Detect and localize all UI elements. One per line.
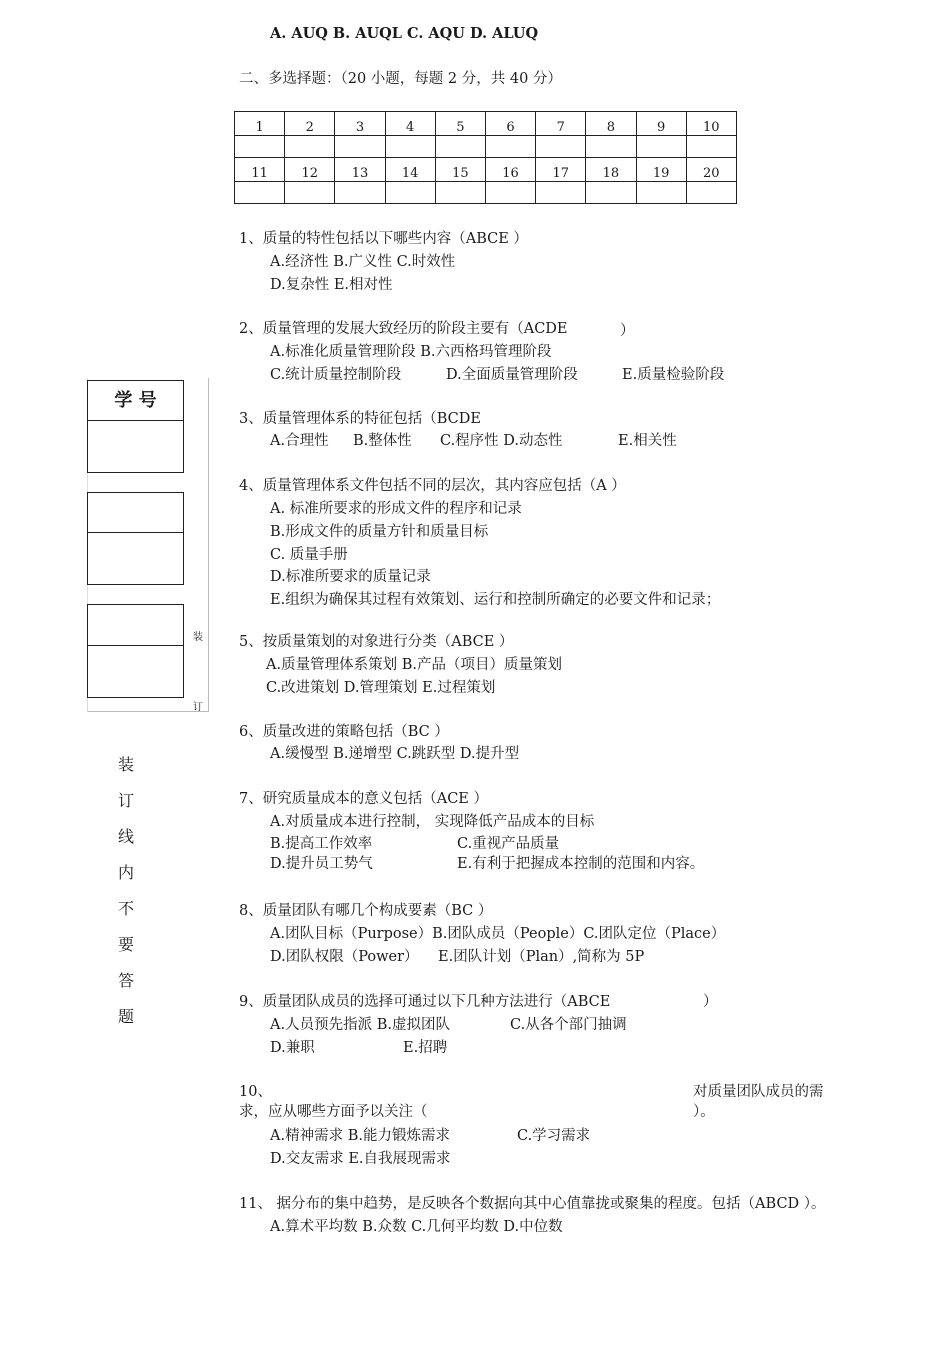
question-7-option-e: E.有利于把握成本控制的范围和内容。 — [457, 856, 705, 872]
answer-cell[interactable] — [536, 136, 586, 158]
question-4-option-a: A. 标准所要求的形成文件的程序和记录 — [270, 501, 522, 517]
info-box-1 — [87, 492, 184, 585]
question-5-options: A.质量管理体系策划 B.产品（项目）质量策划 — [266, 657, 562, 673]
grid-number: 17 — [536, 158, 586, 182]
question-4-option-e: E.组织为确保其过程有效策划、运行和控制所确定的必要文件和记录； — [270, 592, 721, 608]
question-1-options: D.复杂性 E.相对性 — [270, 277, 393, 293]
grid-number: 8 — [586, 112, 636, 136]
binding-notice-char: 不 — [118, 899, 135, 918]
question-9-close: ） — [703, 994, 718, 1010]
question-1-stem: 1、质量的特性包括以下哪些内容（ABCE ） — [239, 231, 528, 247]
question-2-option-e: E.质量检验阶段 — [622, 367, 725, 383]
question-10-close: ）。 — [693, 1104, 715, 1120]
question-4-option-b: B.形成文件的质量方针和质量目标 — [270, 524, 489, 540]
answer-cell[interactable] — [485, 182, 535, 204]
answer-cell[interactable] — [686, 136, 736, 158]
binding-notice-char: 订 — [118, 791, 135, 810]
answer-cell[interactable] — [435, 182, 485, 204]
binding-notice-char: 要 — [118, 935, 135, 954]
answer-grid-row-1 — [235, 112, 737, 136]
grid-number: 18 — [586, 158, 636, 182]
question-11-stem: 11、 据分布的集中趋势，是反映各个数据向其中心值靠拢或聚集的程度。包括（ABCD ）。 — [239, 1196, 826, 1212]
question-8-option-d: D.团队权限（Power） — [270, 949, 419, 965]
answer-cell[interactable] — [335, 136, 385, 158]
grid-number: 15 — [435, 158, 485, 182]
grid-number: 14 — [385, 158, 435, 182]
answer-cell[interactable] — [636, 182, 686, 204]
grid-number: 7 — [536, 112, 586, 136]
question-8-option-e: E.团队计划（Plan）,简称为 5P — [438, 949, 645, 965]
binding-notice-char: 题 — [118, 1007, 135, 1026]
answer-cell[interactable] — [335, 182, 385, 204]
answer-cell[interactable] — [485, 136, 535, 158]
question-6-stem: 6、质量改进的策略包括（BC ） — [239, 724, 449, 740]
grid-number: 3 — [335, 112, 385, 136]
answer-cell[interactable] — [586, 182, 636, 204]
grid-number: 11 — [235, 158, 285, 182]
question-10-number: 10、 — [239, 1084, 272, 1100]
answer-cell[interactable] — [536, 182, 586, 204]
question-7-stem: 7、研究质量成本的意义包括（ACE ） — [239, 791, 488, 807]
answer-grid — [234, 111, 737, 204]
info-box-2-field[interactable] — [88, 646, 183, 696]
grid-number: 16 — [485, 158, 535, 182]
answer-grid-blank-row-2 — [235, 182, 737, 204]
section-title: 二、多选择题：（20 小题，每题 2 分，共 40 分） — [239, 71, 562, 87]
question-4-option-c: C. 质量手册 — [270, 547, 348, 563]
question-3-option-cd: C.程序性 D.动态性 — [440, 433, 563, 449]
question-5-stem: 5、按质量策划的对象进行分类（ABCE ） — [239, 634, 514, 650]
answer-cell[interactable] — [235, 136, 285, 158]
info-box-2-label-area — [88, 605, 183, 646]
answer-cell[interactable] — [586, 136, 636, 158]
question-4-option-d: D.标准所要求的质量记录 — [270, 569, 431, 585]
question-3-option-e: E.相关性 — [618, 433, 677, 449]
grid-number: 20 — [686, 158, 736, 182]
question-7-option-c: C.重视产品质量 — [457, 836, 560, 852]
answer-cell[interactable] — [686, 182, 736, 204]
binding-notice-char: 答 — [118, 971, 135, 990]
grid-number: 5 — [435, 112, 485, 136]
question-7-option-d: D.提升员工势气 — [270, 856, 373, 872]
question-11-options: A.算术平均数 B.众数 C.几何平均数 D.中位数 — [270, 1219, 563, 1235]
question-10-options-de: D.交友需求 E.自我展现需求 — [270, 1151, 451, 1167]
question-2-option-c: C.统计质量控制阶段 — [270, 367, 402, 383]
grid-number: 9 — [636, 112, 686, 136]
question-9-stem: 9、质量团队成员的选择可通过以下几种方法进行（ABCE — [239, 994, 611, 1010]
question-1-options: A.经济性 B.广义性 C.时效性 — [270, 254, 456, 270]
binding-notice-char: 装 — [118, 755, 135, 774]
binding-side-mark-2: 订 — [193, 702, 203, 713]
question-6-options: A.缓慢型 B.递增型 C.跳跃型 D.提升型 — [270, 746, 520, 762]
grid-number: 6 — [485, 112, 535, 136]
question-10-stem-right: 对质量团队成员的需 — [693, 1084, 824, 1100]
binding-side-mark-1: 装 — [193, 632, 203, 643]
answer-cell[interactable] — [636, 136, 686, 158]
question-2-stem: 2、质量管理的发展大致经历的阶段主要有（ACDE — [239, 321, 568, 337]
info-box-1-field[interactable] — [88, 533, 183, 583]
top-options-line: A. AUQ B. AUQL C. AQU D. ALUQ — [270, 25, 539, 42]
question-4-stem: 4、质量管理体系文件包括不同的层次，其内容应包括（A ） — [239, 478, 626, 494]
grid-number: 13 — [335, 158, 385, 182]
question-9-option-e: E.招聘 — [403, 1040, 448, 1056]
question-8-stem: 8、质量团队有哪几个构成要素（BC ） — [239, 903, 493, 919]
question-2-option-d: D.全面质量管理阶段 — [446, 367, 578, 383]
answer-cell[interactable] — [285, 136, 335, 158]
question-3-stem: 3、质量管理体系的特征包括（BCDE — [239, 411, 481, 427]
grid-number: 19 — [636, 158, 686, 182]
question-10-options-ab: A.精神需求 B.能力锻炼需求 — [270, 1128, 450, 1144]
answer-cell[interactable] — [435, 136, 485, 158]
question-2-close: ） — [620, 323, 635, 339]
grid-number: 12 — [285, 158, 335, 182]
binding-notice-char: 线 — [118, 827, 135, 846]
grid-number: 4 — [385, 112, 435, 136]
question-5-options: C.改进策划 D.管理策划 E.过程策划 — [266, 680, 496, 696]
info-box-1-label-area — [88, 493, 183, 533]
answer-cell[interactable] — [285, 182, 335, 204]
answer-cell[interactable] — [385, 182, 435, 204]
question-8-options: A.团队目标（Purpose）B.团队成员（People）C.团队定位（Place） — [270, 926, 726, 942]
question-7-option-a: A.对质量成本进行控制， 实现降低产品成本的目标 — [270, 814, 595, 830]
student-id-field[interactable] — [88, 421, 183, 471]
question-7-option-b: B.提高工作效率 — [270, 836, 373, 852]
info-box-2 — [87, 604, 184, 698]
student-id-label: 学 号 — [88, 381, 183, 421]
question-10-option-c: C.学习需求 — [517, 1128, 591, 1144]
question-3-option-a: A.合理性 — [270, 433, 329, 449]
question-2-options: A.标准化质量管理阶段 B.六西格玛管理阶段 — [270, 344, 552, 360]
answer-cell[interactable] — [385, 136, 435, 158]
question-9-option-d: D.兼职 — [270, 1040, 315, 1056]
answer-grid-blank-row-1 — [235, 136, 737, 158]
student-id-box — [87, 380, 184, 473]
grid-number: 1 — [235, 112, 285, 136]
question-10-stem: 求，应从哪些方面予以关注（ — [239, 1104, 428, 1120]
question-9-options-ab: A.人员预先指派 B.虚拟团队 — [270, 1017, 450, 1033]
answer-grid-row-2 — [235, 158, 737, 182]
answer-cell[interactable] — [235, 182, 285, 204]
binding-notice-char: 内 — [118, 863, 135, 882]
grid-number: 2 — [285, 112, 335, 136]
grid-number: 10 — [686, 112, 736, 136]
question-3-option-b: B.整体性 — [353, 433, 412, 449]
question-9-option-c: C.从各个部门抽调 — [510, 1017, 627, 1033]
